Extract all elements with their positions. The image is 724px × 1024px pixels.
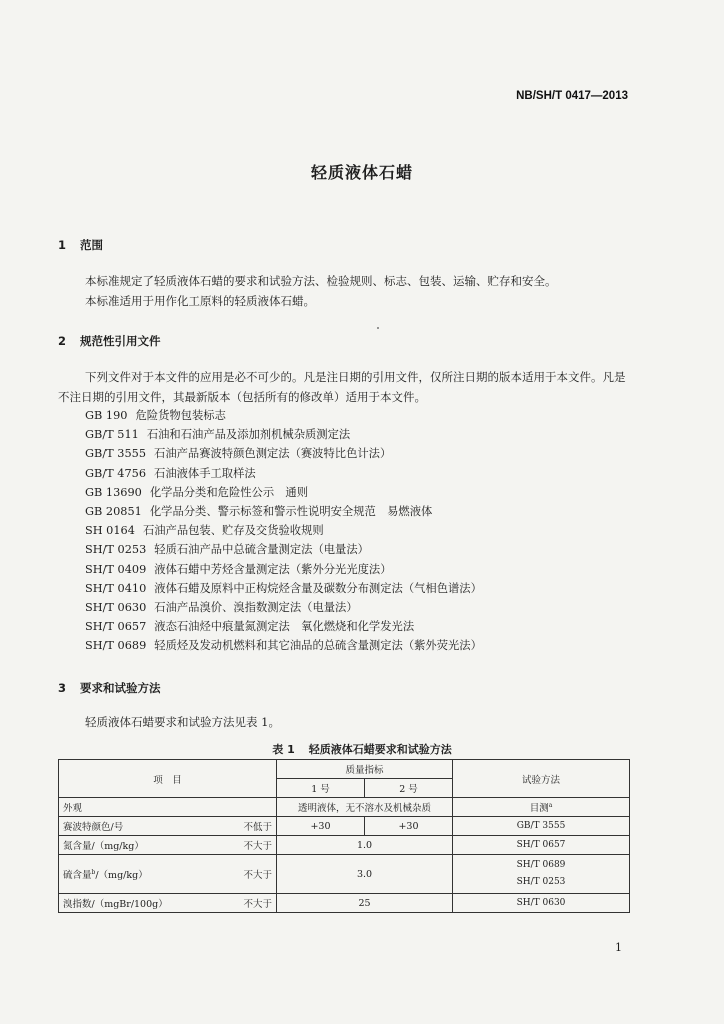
reference-code: SH/T 0689 [85,639,147,653]
cell-value: 透明液体，无不溶水及机械杂质 [277,798,453,817]
reference-code: GB 13690 [85,485,142,499]
reference-code: GB 20851 [85,504,142,518]
cell-value: 3.0 [277,855,453,894]
cell-value-grade-2: +30 [365,817,453,836]
item-text-pre: 硫含量 [63,870,92,881]
reference-item [85,579,482,598]
reference-name: 石油产品溴价、溴指数测定法（电量法） [154,600,358,614]
standard-code: NB/SH/T 0417—2013 [516,90,628,102]
page-number: 1 [615,941,622,954]
item-text: 赛波特颜色/号 [63,822,124,833]
limit-text: 不大于 [243,841,272,852]
header-item: 项 目 [59,760,277,798]
reference-name: 石油液体手工取样法 [154,466,256,480]
scan-speck [377,327,379,329]
table-1-caption: 轻质液体石蜡要求和试验方法 [308,743,452,756]
table-row [59,855,630,894]
cell-value: 25 [277,894,453,913]
reference-name: 危险货物包装标志 [135,409,226,422]
item-text: 溴指数/（mgBr/100g） [63,899,168,910]
cell-value-grade-1: +30 [277,817,365,836]
reference-code: SH/T 0630 [85,600,147,614]
item-text-post: /（mg/kg） [95,870,148,881]
section-2-heading [58,333,161,349]
reference-item [85,464,482,483]
method-text: SH/T 0689 [516,860,566,870]
table-row [59,894,630,913]
section-1-title: 范围 [80,238,103,252]
cell-method [453,798,630,817]
cell-item [59,894,277,913]
reference-item [85,444,482,463]
reference-name: 化学品分类、警示标签和警示性说明安全规范 易燃液体 [149,504,433,518]
reference-name: 石油产品包装、贮存及交货验收规则 [142,524,324,538]
method-text: SH/T 0253 [516,877,566,887]
reference-code: SH/T 0410 [85,581,147,595]
section-1-paragraph-1: 本标准规定了轻质液体石蜡的要求和试验方法、检验规则、标志、包装、运输、贮存和安全。 [85,274,557,288]
reference-code: SH/T 0657 [85,620,147,634]
item-text [63,867,148,881]
table-1-title [0,741,724,757]
section-2-intro: 下列文件对于本文件的应用是必不可少的。凡是注日期的引用文件，仅所注日期的版本适用于本文件。凡是不注日期的引用文件，其最新版本（包括所有的修改单）适用于本文件。 [58,370,626,404]
cell-method: SH/T 0630 [453,894,630,913]
section-1-paragraph-2: 本标准适用于用作化工原料的轻质液体石蜡。 [85,294,315,308]
cell-item: 外观 [59,798,277,817]
reference-name: 石油和石油产品及添加剂机械杂质测定法 [146,428,351,442]
section-3-number: 3 [58,681,67,695]
reference-item [85,540,482,559]
section-3-heading [58,680,161,696]
reference-item [85,521,482,540]
reference-item [85,502,482,521]
cell-item [59,836,277,855]
reference-name: 化学品分类和危险性公示 通则 [149,485,309,499]
reference-name: 轻质烃及发动机燃料和其它油品的总硫含量测定法（紫外荧光法） [154,639,482,653]
reference-item [85,560,482,579]
limit-text: 不大于 [243,899,272,910]
section-1-number: 1 [58,238,67,252]
section-2-title: 规范性引用文件 [80,334,161,348]
section-3-paragraph-1: 轻质液体石蜡要求和试验方法见表 1。 [85,715,280,729]
reference-code: GB 190 [85,409,128,422]
limit-text: 不大于 [243,870,272,881]
reference-item [85,406,482,425]
table-header-row [59,760,630,779]
item-text: 氮含量/（mg/kg） [63,841,144,852]
method-text: 目测 [529,803,549,814]
cell-method: SH/T 0657 [453,836,630,855]
reference-name: 液体石蜡中芳烃含量测定法（紫外分光光度法） [154,562,392,576]
cell-method [453,855,630,894]
reference-code: GB/T 3555 [85,447,147,461]
normative-references-list [85,406,482,655]
header-quality: 质量指标 [277,760,453,779]
cell-value: 1.0 [277,836,453,855]
footnote-mark: a [548,801,553,809]
table-row [59,836,630,855]
footnote-mark: b [91,868,96,876]
reference-code: GB/T 4756 [85,466,147,480]
cell-item [59,817,277,836]
section-1-heading [58,237,103,253]
reference-code: GB/T 511 [85,428,139,442]
reference-code: SH 0164 [85,524,135,538]
reference-item [85,483,482,502]
limit-text: 不低于 [243,822,272,833]
requirements-table [58,759,630,913]
reference-item [85,425,482,444]
reference-code: SH/T 0409 [85,562,147,576]
reference-item [85,617,482,636]
reference-item [85,598,482,617]
cell-method: GB/T 3555 [453,817,630,836]
reference-name: 液态石油烃中痕量氮测定法 氧化燃烧和化学发光法 [154,620,415,634]
section-2-number: 2 [58,334,67,348]
reference-name: 轻质石油产品中总硫含量测定法（电量法） [154,543,369,557]
reference-name: 石油产品赛波特颜色测定法（赛波特比色计法） [154,447,392,461]
reference-code: SH/T 0253 [85,543,147,557]
header-grade-2: 2 号 [365,779,453,798]
header-method: 试验方法 [453,760,630,798]
cell-item [59,855,277,894]
table-row [59,798,630,817]
document-title: 轻质液体石蜡 [310,163,413,182]
header-grade-1: 1 号 [277,779,365,798]
table-row [59,817,630,836]
section-3-title: 要求和试验方法 [80,681,161,695]
table-1-label: 表 1 [272,743,295,756]
reference-name: 液体石蜡及原料中正构烷烃含量及碳数分布测定法（气相色谱法） [154,581,482,595]
reference-item [85,636,482,655]
